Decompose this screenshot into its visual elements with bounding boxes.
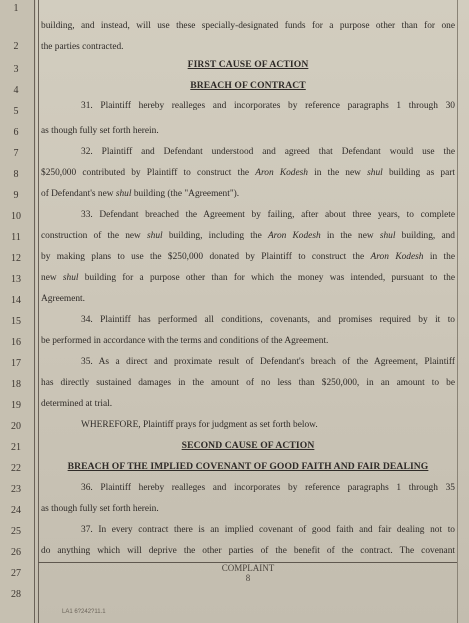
text-line: $250,000 contributed by Plaintiff to construct the Aron Kodesh in the new shul building as part — [41, 168, 455, 178]
heading-breach-contract: BREACH OF CONTRACT — [190, 80, 306, 91]
footer-page-number: 8 — [245, 573, 251, 583]
text-line: as though fully set forth herein. — [41, 504, 159, 514]
line-number: 16 — [11, 337, 21, 348]
line-number: 26 — [11, 547, 21, 558]
line-number: 27 — [11, 568, 21, 579]
line-number: 13 — [11, 274, 21, 285]
line-number: 12 — [11, 253, 21, 264]
margin-rule-left — [34, 0, 35, 623]
text-line: 31. Plaintiff hereby realleges and incorporates by reference paragraphs 1 through 30 — [81, 101, 455, 111]
text-line: by making plans to use the $250,000 donated by Plaintiff to construct the Aron Kodesh in the — [41, 252, 455, 262]
text-line: has directly sustained damages in the amount of no less than $250,000, in an amount to be — [41, 378, 455, 388]
text-line: 36. Plaintiff hereby realleges and incorporates by reference paragraphs 1 through 35 — [81, 483, 455, 493]
line-number: 3 — [13, 64, 19, 75]
line-number: 2 — [13, 41, 19, 52]
line-number: 25 — [11, 526, 21, 537]
heading-second-cause: SECOND CAUSE OF ACTION — [181, 440, 315, 451]
document-id: LA1 6?242?11.1 — [62, 609, 106, 615]
text-line: 34. Plaintiff has performed all conditions, covenants, and promises required by it to — [81, 315, 455, 325]
text-line: as though fully set forth herein. — [41, 126, 159, 136]
text-line: building, and instead, will use these specially-designated funds for a purpose other than for one — [41, 21, 455, 31]
text-line: construction of the new shul building, including the Aron Kodesh in the new shul building, and — [41, 231, 455, 241]
footer-title: COMPLAINT — [221, 563, 275, 573]
line-number: 15 — [11, 316, 21, 327]
text-line: WHEREFORE, Plaintiff prays for judgment as set forth below. — [81, 420, 318, 430]
line-number: 14 — [11, 295, 21, 306]
text-line: do anything which will deprive the other parties of the benefit of the contract. The covenant — [41, 546, 455, 556]
line-number: 22 — [11, 463, 21, 474]
text-line: 37. In every contract there is an implied covenant of good faith and fair dealing not to — [81, 525, 455, 535]
margin-rule-left-inner — [38, 0, 39, 623]
text-line: be performed in accordance with the terms and conditions of the Agreement. — [41, 336, 329, 346]
text-line: 33. Defendant breached the Agreement by failing, after about three years, to complete — [81, 210, 455, 220]
line-number: 24 — [11, 505, 21, 516]
text-line: 35. As a direct and proximate result of Defendant's breach of the Agreement, Plaintiff — [81, 357, 455, 367]
line-number: 4 — [13, 85, 19, 96]
line-number: 8 — [13, 169, 19, 180]
line-number: 28 — [11, 589, 21, 600]
line-number: 21 — [11, 442, 21, 453]
line-number: 6 — [13, 127, 19, 138]
line-number: 23 — [11, 484, 21, 495]
line-number: 19 — [11, 400, 21, 411]
line-number: 11 — [11, 232, 21, 243]
line-number: 7 — [13, 148, 19, 159]
text-line: of Defendant's new shul building (the "Agreement"). — [41, 189, 240, 199]
margin-rule-right — [457, 0, 458, 623]
line-number: 1 — [13, 3, 19, 14]
line-number: 10 — [11, 211, 21, 222]
heading-breach-implied-covenant: BREACH OF THE IMPLIED COVENANT OF GOOD FAITH AND FAIR DEALING — [67, 461, 429, 472]
heading-first-cause: FIRST CAUSE OF ACTION — [187, 59, 309, 70]
text-line: Agreement. — [41, 294, 85, 304]
text-line: new shul building for a purpose other than for which the money was intended, pursuant to the — [41, 273, 455, 283]
line-number: 5 — [13, 106, 19, 117]
line-number: 18 — [11, 379, 21, 390]
text-line: determined at trial. — [41, 399, 113, 409]
line-number: 20 — [11, 421, 21, 432]
text-line: the parties contracted. — [41, 42, 124, 52]
line-number: 17 — [11, 358, 21, 369]
line-number: 9 — [13, 190, 19, 201]
text-line: 32. Plaintiff and Defendant understood and agreed that Defendant would use the — [81, 147, 455, 157]
